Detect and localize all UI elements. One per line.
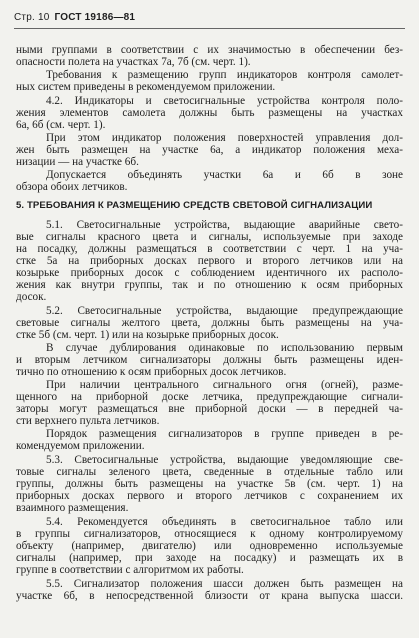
text-line: В случае дублирования одинаковые по использованию первым (46, 342, 403, 354)
text-line: щенного на приборной доске летчика, предупреждающие сигнали- (16, 391, 403, 403)
text-line: комендуемом приложении. (16, 440, 145, 452)
text-line: группы, должны быть размещены на участке 5в (см. черт. 1) на (16, 478, 403, 490)
text-line: жения элементов самолета должны быть размещены на участках (16, 107, 403, 119)
text-line: низации — на участке 6б. (16, 156, 139, 168)
text-line: световые сигналы желтого цвета, должны быть размещены на уча- (16, 317, 403, 329)
text-line: 5.1. Светосигнальные устройства, выдающие аварийные свето- (46, 219, 403, 231)
text-line: 5.5. Сигнализатор положения шасси должен быть размещен на (46, 578, 403, 590)
text-line: 6а, 6б (см. черт. 1). (16, 119, 106, 131)
text-line: Допускается объединять участки 6а и 6б в зоне (46, 169, 403, 181)
text-line: вые сигналы красного цвета и сигналы, используемые при заходе (16, 231, 403, 243)
standard-code: ГОСТ 19186—81 (54, 12, 136, 23)
text-line: Порядок размещения сигнализаторов в группе приведен в ре- (46, 428, 403, 440)
text-line: взаимного размещения. (16, 502, 129, 514)
text-line: При этом индикатор положения поверхностей управления дол- (46, 132, 403, 144)
text-line: опасности полета на участках 7а, 7б (см. черт. 1). (16, 56, 251, 68)
text-line: заторы могут размещаться вне приборной доски — в передней ча- (16, 403, 403, 415)
page-header (14, 12, 135, 23)
text-line: объекту (например, двигателю) или одновременно используемые (16, 540, 403, 552)
text-line: 4.2. Индикаторы и светосигнальные устройства контроля поло- (46, 95, 403, 107)
page-prefix: Стр. (14, 12, 35, 23)
text-line: товые сигналы зеленого цвета, сведенные в отдельные табло или (16, 466, 403, 478)
header-rule (14, 28, 405, 29)
text-line: приборных досках первого и второго летчиков с сохранением их (16, 490, 403, 502)
text-line: жения как внутри группы, так и по отношению к осям приборных (16, 279, 403, 291)
text-line: группе в соответствии с алгоритмом их работы. (16, 564, 244, 576)
text-line: в группы сигнализаторов, относящиеся к одному контролируемому (16, 528, 403, 540)
text-line: досок. (16, 291, 47, 303)
text-line: Требования к размещению групп индикаторов контроля самолет- (46, 69, 403, 81)
text-line: При наличии центрального сигнального огня (огней), разме- (46, 379, 403, 391)
text-line: ными группами в соответствии с их значимостью в обеспечении без- (16, 44, 403, 56)
text-line: обзора обоих летчиков. (16, 181, 128, 193)
text-line: на посадку, должны размещаться в соответствии с черт. 1 на уча- (16, 243, 403, 255)
text-line: и вторым летчиком сигнализаторы должны быть размещены иден- (16, 354, 403, 366)
text-line: козырьке приборных досок с соблюдением идентичного их располо- (16, 267, 403, 279)
text-line: стке 5б (см. черт. 1) или на козырьке приборных досок. (16, 329, 279, 341)
text-line: 5.4. Рекомендуется объединять в светосигнальное табло или (46, 516, 403, 528)
text-line: сти верхнего пульта летчиков. (16, 415, 160, 427)
text-line: 5.2. Светосигнальные устройства, выдающие предупреждающие (46, 305, 403, 317)
text-line: жен быть размещен на участке 6а, а индикатор положения меха- (16, 144, 403, 156)
section-heading: 5. ТРЕБОВАНИЯ К РАЗМЕЩЕНИЮ СРЕДСТВ СВЕТОВОЙ СИГНАЛИЗАЦИИ (16, 200, 373, 211)
text-line: тично по отношению к осям приборных досок летчиков. (16, 366, 287, 378)
text-line: ных систем приведены в рекомендуемом приложении. (16, 81, 276, 93)
text-line: стке 5а на приборных досках первого и второго летчиков или на (16, 255, 403, 267)
text-line: участке 6б, в непосредственной близости от крана выпуска шасси. (16, 590, 403, 602)
text-line: 5.3. Светосигнальные устройства, выдающие уведомляющие све- (46, 454, 403, 466)
text-line: сигналы (например, при заходе на посадку) и размещать их в (16, 552, 403, 564)
page-number: 10 (37, 12, 50, 23)
